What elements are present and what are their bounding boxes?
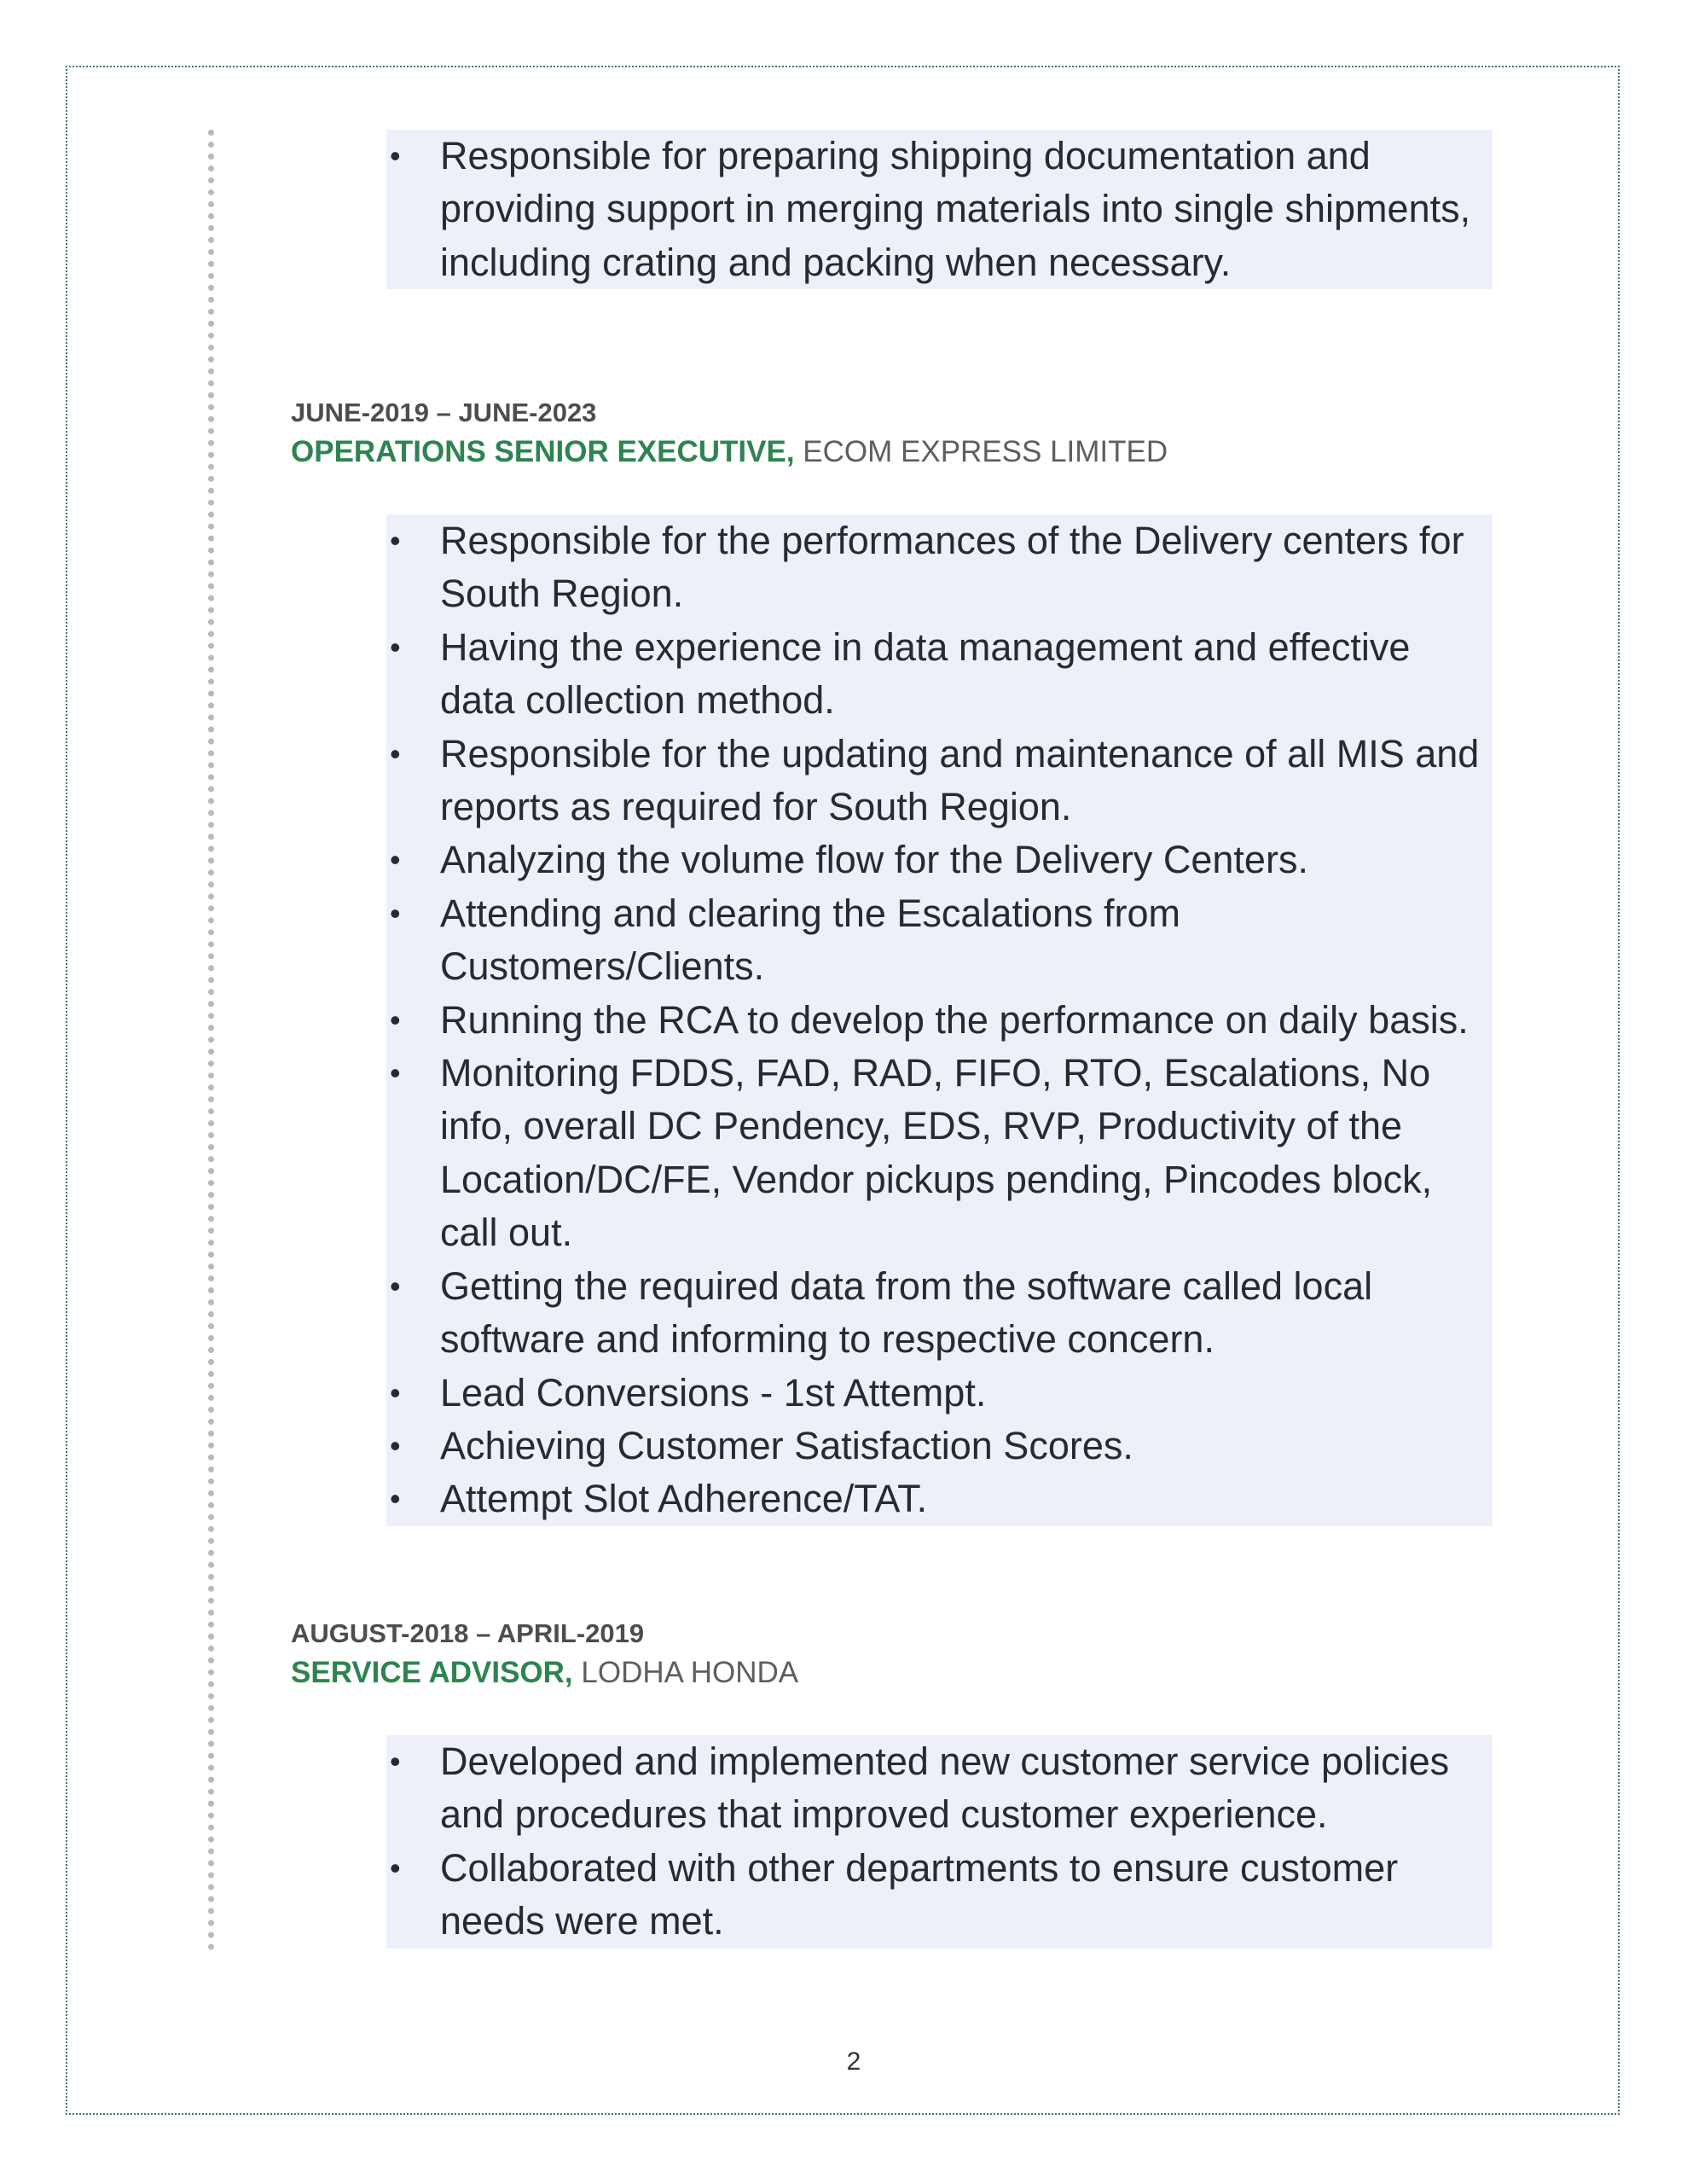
bullet-text: Having the experience in data management and effective data collection method. bbox=[440, 624, 1411, 723]
job-bullet-box bbox=[386, 1735, 1493, 1949]
timeline-rule bbox=[208, 130, 214, 1951]
bullet-text: Attempt Slot Adherence/TAT. bbox=[440, 1477, 928, 1521]
list-item bbox=[386, 514, 1493, 621]
list-item bbox=[386, 1260, 1493, 1367]
list-item bbox=[386, 834, 1493, 886]
job-dates: AUGUST-2018 – APRIL-2019 bbox=[291, 1618, 645, 1648]
bullet-text: Responsible for the updating and maintenance of all MIS and reports as required for South Region. bbox=[440, 731, 1480, 829]
bullet-text: Running the RCA to develop the performance on daily basis. bbox=[440, 997, 1469, 1042]
job-bullet-list bbox=[386, 1735, 1493, 1949]
job-title: SERVICE ADVISOR, bbox=[291, 1656, 573, 1689]
bullet-text: Analyzing the volume flow for the Delivery Centers. bbox=[440, 838, 1308, 882]
job-heading bbox=[291, 435, 1168, 469]
continued-bullet-list bbox=[386, 130, 1493, 289]
list-item bbox=[386, 621, 1493, 728]
list-item bbox=[386, 887, 1493, 994]
job-bullet-box bbox=[386, 514, 1493, 1526]
job-company: ECOM EXPRESS LIMITED bbox=[803, 435, 1168, 468]
list-item bbox=[386, 130, 1493, 289]
list-item bbox=[386, 1472, 1493, 1525]
list-item bbox=[386, 1420, 1493, 1472]
job-heading bbox=[291, 1656, 798, 1690]
continued-bullet-box bbox=[386, 130, 1493, 289]
list-item bbox=[386, 994, 1493, 1047]
list-item bbox=[386, 728, 1493, 834]
bullet-text: Attending and clearing the Escalations from Customers/Clients. bbox=[440, 891, 1181, 989]
bullet-text: Lead Conversions - 1st Attempt. bbox=[440, 1370, 987, 1414]
bullet-text: Responsible for the performances of the Delivery centers for South Region. bbox=[440, 519, 1464, 616]
list-item bbox=[386, 1367, 1493, 1420]
bullet-text: Getting the required data from the software called local software and informing to respective concern. bbox=[440, 1263, 1373, 1362]
bullet-text: Collaborated with other departments to ensure customer needs were met. bbox=[440, 1845, 1399, 1943]
job-company: LODHA HONDA bbox=[581, 1656, 799, 1689]
bullet-text: Developed and implemented new customer service policies and procedures that improved customer experience. bbox=[440, 1740, 1450, 1837]
list-item bbox=[386, 1735, 1493, 1842]
page-number: 2 bbox=[846, 2048, 861, 2076]
bullet-text: Responsible for preparing shipping documentation and providing support in merging materials into single shipments, including crating and packing when necessary. bbox=[440, 134, 1471, 284]
list-item bbox=[386, 1047, 1493, 1260]
bullet-text: Achieving Customer Satisfaction Scores. bbox=[440, 1423, 1133, 1467]
list-item bbox=[386, 1842, 1493, 1949]
job-bullet-list bbox=[386, 514, 1493, 1526]
bullet-text: Monitoring FDDS, FAD, RAD, FIFO, RTO, Escalations, No info, overall DC Pendency, EDS, RVP, Productivity of the Location/DC/FE, Vendor pickups pending, Pincodes block, call out. bbox=[440, 1051, 1433, 1255]
job-dates: JUNE-2019 – JUNE-2023 bbox=[291, 398, 597, 427]
job-title: OPERATIONS SENIOR EXECUTIVE, bbox=[291, 435, 795, 468]
